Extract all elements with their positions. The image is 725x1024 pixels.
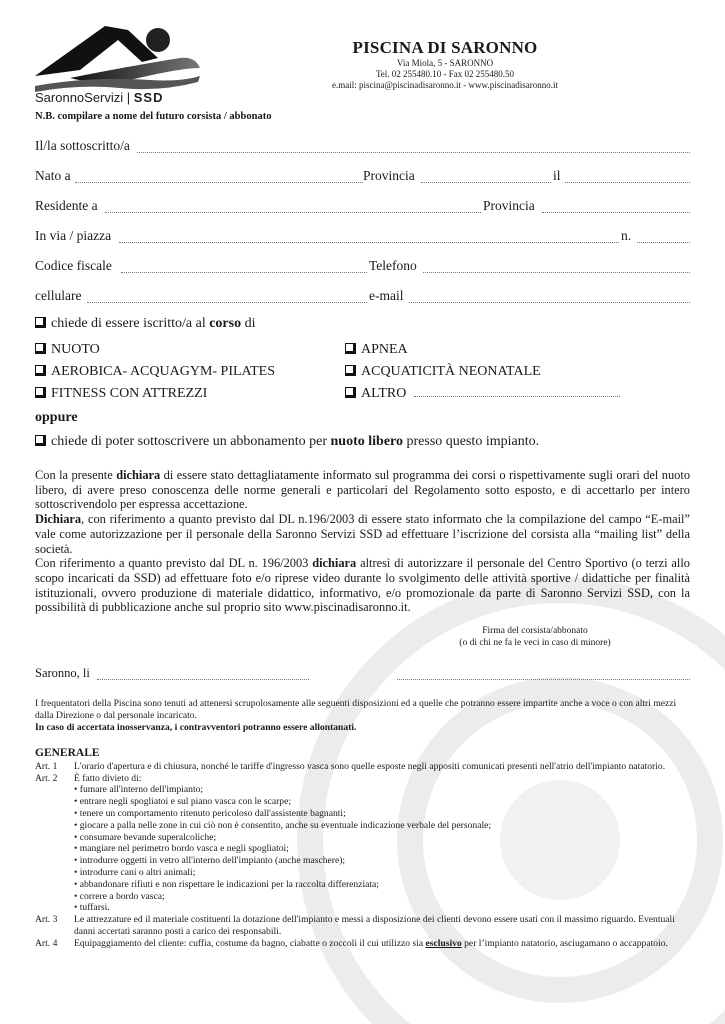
subscription-option[interactable] [35, 434, 539, 450]
row-sottoscritto [35, 136, 690, 156]
article-2-item: • tuffarsi. [74, 902, 110, 914]
label-email: e-mail [369, 288, 404, 303]
article-4-text-a: Equipaggiamento del cliente: cuffia, costume da bagno, ciabatte o zoccoli il cui utilizzo sia [74, 937, 426, 949]
course-request-text-a: chiede di essere iscritto/a al [51, 316, 210, 331]
input-provincia-residenza[interactable] [542, 212, 690, 213]
article-3-num: Art. 3 [35, 914, 58, 926]
declaration-2-a: Dichiara [35, 512, 82, 527]
article-2-item: • consumare bevande superalcoliche; [74, 831, 217, 843]
rules-warning: In caso di accertata inosservanza, i contravventori potranno essere allontanati. [35, 721, 357, 733]
article-2-num: Art. 2 [35, 772, 58, 784]
oppure-label: oppure [35, 410, 78, 425]
input-data-nascita[interactable] [565, 182, 690, 183]
declaration-3-c: altresì di autorizzare il personale del Centro Sportivo (o terzi allo scopo incaricati da SSD) ad effettuare foto e/o riprese video durante lo svolgimento delle attività sportive / didattiche per finalità istituzionali, ovvero produzione di materiale didattico, informativo, e/o promozionale da parte di Saronno Servizi SSD, con la possibilità di pubblicazione anche sul proprio sito www.piscinadisaronno.it. [35, 556, 690, 615]
subscription-text-a: chiede di poter sottoscrivere un abbonamento per [51, 434, 331, 449]
option-altro[interactable] [345, 386, 406, 402]
option-nuoto[interactable] [35, 342, 100, 358]
signature-label: Firma del corsista/abbonato [482, 626, 588, 636]
declaration-3-a: Con riferimento a quanto previsto dal DL n. 196/2003 [35, 556, 313, 571]
subscription-text-b: nuoto libero [330, 434, 403, 449]
row-residente [35, 196, 690, 216]
rules-general [35, 748, 690, 950]
general-title: GENERALE [35, 747, 100, 759]
checkbox-apnea[interactable] [345, 343, 356, 354]
declaration-3-b: dichiara [312, 556, 357, 571]
phone: Tel. 02 255480.10 - Fax 02 255480.50 [375, 69, 515, 79]
label-altro: ALTRO [361, 386, 407, 401]
label-cellulare: cellulare [35, 288, 82, 303]
article-4-num: Art. 4 [35, 937, 58, 949]
note: N.B. compilare a nome del futuro corsista / abbonato [35, 111, 272, 122]
article-2-item: • entrare negli spogliatoi e sul piano vasca con le scarpe; [74, 796, 292, 808]
course-request-text-c: di [241, 316, 256, 331]
checkbox-acquaticita[interactable] [345, 365, 356, 376]
row-place-date [35, 663, 690, 683]
label-sottoscritto: Il/la sottoscritto/a [35, 138, 130, 153]
input-sottoscritto[interactable] [137, 152, 690, 153]
declaration-2 [35, 512, 690, 556]
declaration-1 [35, 468, 690, 512]
option-acquaticita[interactable] [345, 364, 541, 380]
article-2-text: È fatto divieto di: [74, 772, 142, 784]
signature-caption [430, 625, 640, 649]
subscription-checkbox[interactable] [35, 435, 46, 446]
article-3 [35, 914, 690, 938]
article-2-item: • abbandonare rifiuti e non rispettare le indicazioni per la raccolta differenziata; [74, 878, 379, 890]
declarations [35, 468, 690, 615]
address: Via Miola, 5 - SARONNO [396, 58, 494, 68]
declaration-2-b: , con riferimento a quanto previsto dal DL n.196/2003 di essere stato informato che la compilazione del campo “E-mail” vale come autorizzazione per il personale della Saronno Servizi SSD ad effettuare l’iscrizione del corsista alla “mailing list” della società. [35, 512, 690, 556]
course-request-option[interactable] [35, 316, 256, 332]
page-title: PISCINA DI SARONNO [352, 38, 538, 57]
input-cellulare[interactable] [87, 302, 367, 303]
input-telefono[interactable] [423, 272, 690, 273]
option-fitness[interactable] [35, 386, 207, 402]
label-residente: Residente a [35, 198, 98, 213]
label-numero: n. [621, 228, 632, 243]
article-1 [35, 761, 690, 773]
input-altro[interactable] [414, 396, 620, 397]
checkbox-altro[interactable] [345, 387, 356, 398]
row-cellulare [35, 286, 690, 306]
brand-suffix: SSD [133, 90, 164, 105]
article-1-text: L'orario d'apertura e di chiusura, nonché le tariffe d'ingresso vasca sono quelle esposte negli appositi comunicati presenti nell'atrio dell'impianto natatorio. [74, 760, 666, 772]
rules-intro-block [35, 698, 690, 733]
label-nuoto: NUOTO [51, 342, 100, 357]
label-apnea: APNEA [361, 342, 408, 357]
input-codice-fiscale[interactable] [121, 272, 367, 273]
article-2 [35, 773, 690, 915]
option-apnea[interactable] [345, 342, 408, 358]
article-2-item: • introdurre cani o altri animali; [74, 866, 196, 878]
brand-name: SaronnoServizi | SSD [35, 90, 164, 105]
article-4-text-c: per l’impianto natatorio, asciugamano o accappatoio. [461, 937, 668, 949]
label-via: In via / piazza [35, 228, 112, 243]
label-codice-fiscale: Codice fiscale [35, 258, 112, 273]
input-provincia[interactable] [421, 182, 551, 183]
signature-sub: (o di chi ne fa le veci in caso di minore) [459, 638, 611, 648]
label-telefono: Telefono [369, 258, 417, 273]
article-2-item: • giocare a palla nelle zone in cui ciò non è consentito, anche su eventuale indicazione verbale del personale; [74, 819, 492, 831]
article-4-text-b: esclusivo [425, 937, 462, 949]
checkbox-aerobica[interactable] [35, 365, 46, 376]
label-aerobica: AEROBICA- ACQUAGYM- PILATES [51, 364, 276, 379]
article-2-item: • fumare all'interno dell'impianto; [74, 784, 204, 796]
label-provincia: Provincia [363, 168, 415, 183]
declaration-3 [35, 556, 690, 615]
article-2-item: • tenere un comportamento ritenuto pericoloso dall'assistente bagnanti; [74, 807, 346, 819]
page-header [300, 38, 590, 91]
course-request-text-b: corso [209, 316, 242, 331]
article-2-item: • correre a bordo vasca; [74, 890, 165, 902]
article-4 [35, 938, 690, 950]
row-nato [35, 166, 690, 186]
label-acquaticita: ACQUATICITÀ NEONATALE [361, 364, 541, 379]
input-nato[interactable] [75, 182, 363, 183]
option-aerobica[interactable] [35, 364, 275, 380]
label-nato: Nato a [35, 168, 71, 183]
label-provincia-residenza: Provincia [483, 198, 535, 213]
checkbox-fitness[interactable] [35, 387, 46, 398]
declaration-1-b: dichiara [116, 468, 161, 482]
input-via[interactable] [119, 242, 619, 243]
row-codice-fiscale [35, 256, 690, 276]
declaration-1-a: Con la presente [35, 468, 117, 482]
article-2-item: • introdurre oggetti in vetro all'interno dell'impianto (anche maschere); [74, 855, 346, 867]
input-date[interactable] [97, 679, 309, 680]
input-email[interactable] [409, 302, 690, 303]
course-request-checkbox[interactable] [35, 317, 46, 328]
subscription-text-c: presso questo impianto. [403, 434, 540, 449]
label-place: Saronno, li [35, 666, 90, 680]
brand-name-text: SaronnoServizi [35, 90, 124, 105]
article-2-item: • mangiare nel perimetro bordo vasca e negli spogliatoi; [74, 843, 289, 855]
article-3-text: Le attrezzature ed il materiale costituenti la dotazione dell'impianto e messi a disposizione dei clienti devono essere usati con il massimo riguardo. Eventuali danni accertati saranno posti a carico dei responsabili. [74, 914, 675, 937]
declaration-1-c: di essere stato dettagliatamente informato sul programma dei corsi o rispettivamente sugli orari del nuoto libero, di avere preso conoscenza delle norme generali e particolari del Regolamento sotto esposto, e di accettarlo per intero sottoscrivendolo per espressa accettazione. [35, 468, 691, 512]
rules-intro: I frequentatori della Piscina sono tenuti ad attenersi scrupolosamente alle seguenti disposizioni ed a quelle che potranno essere impartite anche a voce o con altri mezzi dalla Direzione o dal personale incaricato. [35, 698, 677, 721]
contacts: e.mail: piscina@piscinadisaronno.it - www.piscinadisaronno.it [332, 80, 558, 90]
input-signature[interactable] [397, 679, 690, 680]
label-il: il [553, 168, 561, 183]
input-numero[interactable] [637, 242, 690, 243]
row-via [35, 226, 690, 246]
article-1-num: Art. 1 [35, 760, 58, 772]
label-fitness: FITNESS CON ATTREZZI [51, 386, 208, 401]
checkbox-nuoto[interactable] [35, 343, 46, 354]
input-residente[interactable] [105, 212, 481, 213]
